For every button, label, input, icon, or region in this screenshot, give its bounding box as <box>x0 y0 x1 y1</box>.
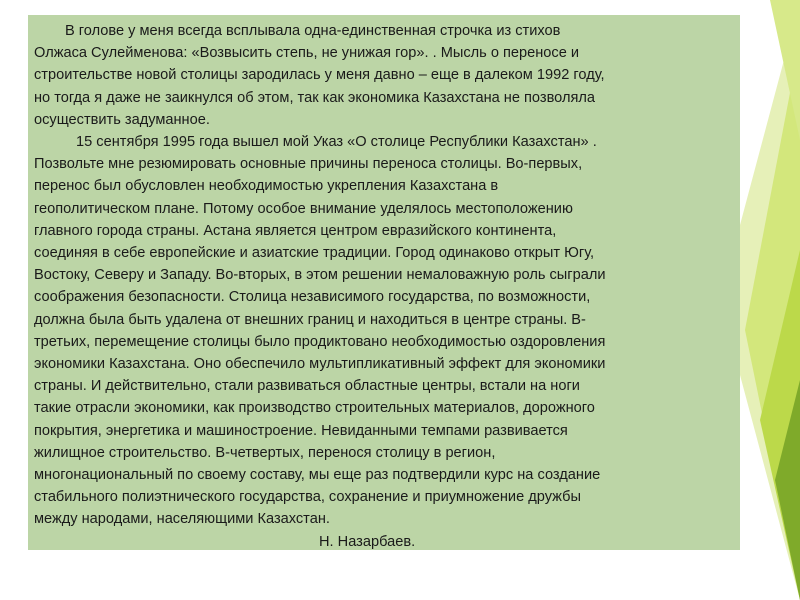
text-line: такие отрасли экономики, как производство строительных материалов, дорожного <box>34 400 595 417</box>
text-line: геополитическом плане. Потому особое внимание уделялось местоположению <box>34 200 573 217</box>
text-line: 15 сентября 1995 года вышел мой Указ «О столице Республики Казахстан» . <box>76 134 597 151</box>
text-line: Олжаса Сулейменова: «Возвысить степь, не унижая гор». . Мысль о переносе и <box>34 45 580 62</box>
text-line: соединяя в себе европейские и азиатские традиции. Город одинаково открыт Югу, <box>34 245 595 262</box>
text-line: должна была быть удалена от внешних границ и находиться в центре страны. В- <box>34 311 586 328</box>
signature: Н. Назарбаев. <box>319 533 416 550</box>
text-line: В голове у меня всегда всплывала одна-единственная строчка из стихов <box>65 23 561 39</box>
text-line: между народами, населяющими Казахстан. <box>34 511 330 528</box>
text-line: третьих, перемещение столицы было продиктовано необходимостью оздоровления <box>34 333 606 350</box>
text-line: жилищное строительство. В-четвертых, перенося столицу в регион, <box>34 444 496 461</box>
text-line: многонациональный по своему составу, мы еще раз подтвердили курс на создание <box>34 467 601 484</box>
text-line: главного города страны. Астана является центром евразийского континента, <box>34 222 557 239</box>
text-line: Позвольте мне резюмировать основные причины переноса столицы. Во-первых, <box>34 156 583 173</box>
text-line: страны. И действительно, стали развиваться областные центры, встали на ноги <box>34 378 580 395</box>
text-line: осуществить задуманное. <box>34 111 210 128</box>
text-line: стабильного полиэтнического государства, сохранение и приумножение дружбы <box>34 489 581 506</box>
text-line: соображения безопасности. Столица независимого государства, по возможности, <box>34 289 591 306</box>
text-line: но тогда я даже не заикнулся об этом, так как экономика Казахстана не позволяла <box>34 89 596 106</box>
text-line: экономики Казахстана. Оно обеспечило мультипликативный эффект для экономики <box>34 356 606 373</box>
text-line: Востоку, Северу и Западу. Во-вторых, в этом решении немаловажную роль сыграли <box>34 267 606 284</box>
quote-text <box>34 20 739 553</box>
text-line: перенос был обусловлен необходимостью укрепления Казахстана в <box>34 178 499 195</box>
text-line: покрытия, энергетика и машиностроение. Невиданными темпами развивается <box>34 422 568 439</box>
text-line: строительстве новой столицы зародилась у меня давно – еще в далеком 1992 году, <box>34 67 605 84</box>
